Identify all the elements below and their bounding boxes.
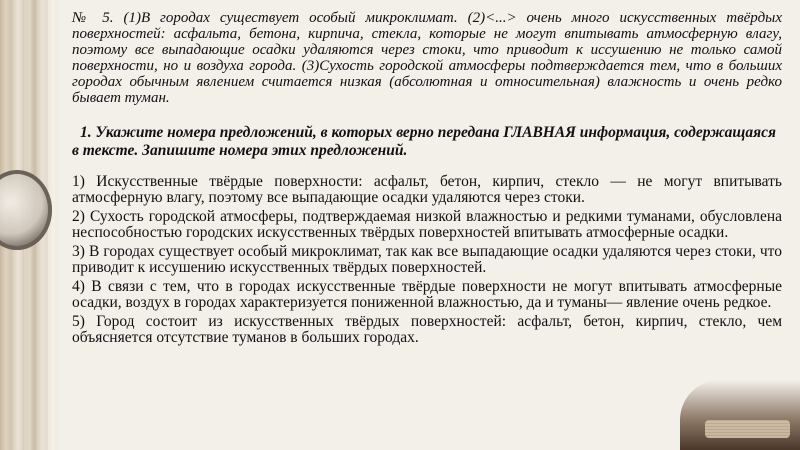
option-text: В городах существует особый микроклимат, так как все выпадающие осадки удаляются через стоки, что приводит к иссушению искусственных твёрдых поверхностей.	[72, 243, 782, 276]
option-number: 2)	[72, 208, 85, 225]
option-number: 5)	[72, 313, 85, 330]
option-5	[72, 314, 782, 346]
option-text: Сухость городской атмосферы, подтверждаемая низкой влажностью и редкими туманами, обусловлена неспособностью городских искусственных твёрдых поверхностей впитывать атмосферные осадки.	[72, 208, 783, 241]
option-number: 1)	[72, 173, 85, 190]
slide-content	[72, 10, 782, 440]
task-question: 1. Укажите номера предложений, в которых верно передана ГЛАВНАЯ информация, содержащаяся в тексте. Запишите номера этих предложений.	[72, 124, 776, 159]
option-text: Искусственные твёрдые поверхности: асфальт, бетон, кирпич, стекло — не могут впитывать атмосферную влагу, поэтому все выпадающие осадки удаляются через стоки.	[72, 173, 782, 206]
option-2	[72, 209, 782, 241]
option-number: 4)	[72, 278, 85, 295]
option-number: 3)	[72, 243, 85, 260]
option-1	[72, 174, 782, 206]
answer-options	[72, 174, 782, 346]
option-3	[72, 244, 782, 276]
option-text: В связи с тем, что в городах искусственные твёрдые поверхности не могут впитывать атмосферные осадки, воздух в городах характеризуется пониженной влажностью, да и туманы— явление очень редкое.	[72, 278, 783, 311]
source-paragraph: № 5. (1)В городах существует особый микроклимат. (2)<...> очень много искусственных твёрдых поверхностей: асфальта, бетона, кирпича, стекла, которые не могут впитывать атмосферную влагу, поэтому все выпадающие осадки удаляются через стоки, что приводит к иссушению не только самой поверхности, но и воздуха города. (3)Сухость городской атмосферы подтверждается тем, что в больших городах обычным явлением считается низкая (абсолютная и относительная) влажность и очень редко бывает туман.	[72, 10, 782, 106]
option-text: Город состоит из искусственных твёрдых поверхностей: асфальт, бетон, кирпич, стекло, чем объясняется отсутствие туманов в больших городах.	[72, 313, 783, 346]
option-4	[72, 279, 782, 311]
